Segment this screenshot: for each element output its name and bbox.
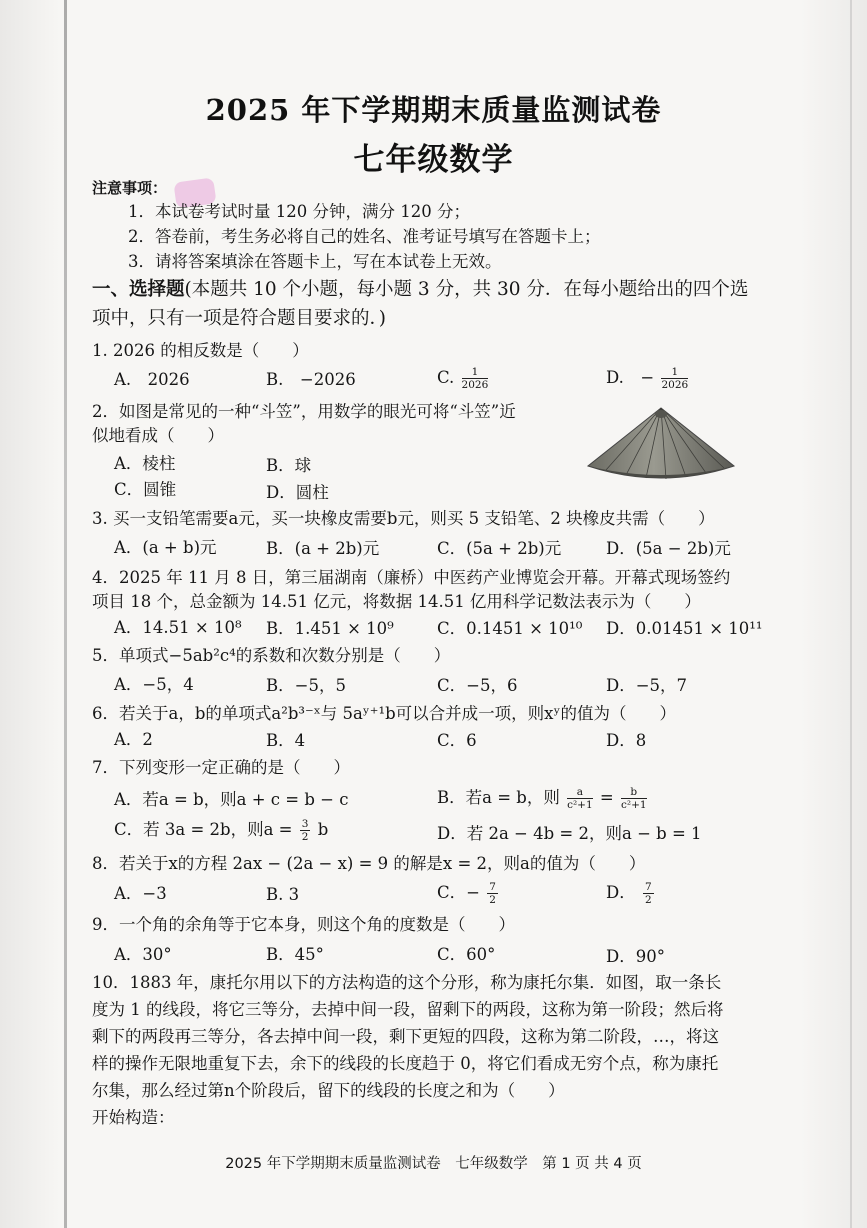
q10-line-6: 开始构造：	[92, 1108, 175, 1127]
q7-b-denominator-left: c²+1	[567, 799, 593, 811]
q4-stem-2: 项目 18 个，总金额为 14.51 亿元，将数据 14.51 亿用科学记数法表示为（ ）	[92, 592, 701, 611]
q2-option-d: D．圆柱	[266, 483, 329, 502]
q7-b-numerator-left: a	[567, 786, 593, 799]
q1-option-b: B. −2026	[266, 370, 356, 389]
q9-option-c: C．60°	[437, 945, 496, 964]
q6-stem: 6．若关于a，b的单项式a²b³⁻ˣ与 5aʸ⁺¹b可以合并成一项，则xʸ的值为（ ）	[92, 704, 676, 723]
q3-option-c: C．(5a + 2b)元	[437, 539, 562, 558]
q7-option-a: A．若a = b，则a + c = b − c	[114, 790, 349, 809]
notice-item-1: 1．本试卷考试时量 120 分钟，满分 120 分；	[128, 202, 470, 221]
q1-option-a: A. 2026	[114, 370, 190, 389]
q2-stem-1: 2．如图是常见的一种“斗笠”，用数学的眼光可将“斗笠”近	[92, 402, 516, 421]
q8-option-c	[437, 881, 500, 906]
q6-option-b: B．4	[266, 731, 306, 750]
q4-option-a: A．14.51 × 10⁸	[114, 618, 242, 637]
q7-option-b	[437, 786, 649, 811]
q8-d-numerator: 7	[644, 881, 652, 893]
q8-c-fraction	[487, 881, 498, 906]
q8-c-denominator: 2	[489, 894, 496, 906]
q1-d-numerator: 1	[661, 366, 688, 379]
q2-option-c: C．圆锥	[114, 480, 177, 499]
q2-option-a: A．棱柱	[114, 454, 176, 473]
q1-option-d-label: D. −	[606, 368, 655, 387]
q7-option-d: D．若 2a − 4b = 2，则a − b = 1	[437, 824, 702, 843]
q8-c-numerator: 7	[489, 881, 496, 893]
q5-option-b: B．−5，5	[266, 676, 346, 695]
q1-option-c-label: C.	[437, 368, 455, 387]
q1-option-d	[606, 366, 690, 391]
q8-d-label: D．	[606, 883, 636, 902]
q9-option-d: D．90°	[606, 947, 665, 966]
exam-subject: 七年级数学	[353, 142, 514, 178]
q3-option-d: D．(5a − 2b)元	[606, 539, 731, 558]
q7-c-fraction	[300, 818, 311, 843]
q5-option-d: D．−5，7	[606, 676, 688, 695]
notice-heading: 注意事项：	[92, 179, 168, 197]
page-footer: 2025 年下学期期末质量监测试卷 七年级数学 第 1 页 共 4 页	[225, 1156, 642, 1172]
q5-stem: 5．单项式−5ab²c⁴的系数和次数分别是（ ）	[92, 646, 451, 665]
q8-option-d	[606, 881, 656, 906]
q8-option-b: B. 3	[266, 885, 300, 904]
q4-option-d: D．0.01451 × 10¹¹	[606, 619, 763, 638]
q1-option-d-fraction	[661, 366, 688, 391]
q2-option-b: B．球	[266, 456, 312, 475]
q4-option-b: B．1.451 × 10⁹	[266, 619, 394, 638]
q8-option-a: A．−3	[114, 884, 167, 903]
q10-line-4: 样的操作无限地重复下去，余下的线段的长度趋于 0，将它们看成无穷个点，称为康托	[92, 1054, 719, 1073]
page-right-edge	[850, 0, 852, 1228]
q4-option-c: C．0.1451 × 10¹⁰	[437, 619, 583, 638]
q9-option-b: B．45°	[266, 945, 324, 964]
q10-line-1: 10．1883 年，康托尔用以下的方法构造的这个分形，称为康托尔集．如图，取一条长	[92, 973, 722, 992]
q10-line-5: 尔集，那么经过第n个阶段后，留下的线段的长度之和为（ ）	[92, 1081, 565, 1100]
q7-stem: 7．下列变形一定正确的是（ ）	[92, 758, 350, 777]
q9-stem: 9．一个角的余角等于它本身，则这个角的度数是（ ）	[92, 915, 515, 934]
q7-c-prefix: C．若 3a = 2b，则a =	[114, 820, 293, 839]
q6-option-c: C．6	[437, 731, 477, 750]
q7-c-denominator: 2	[301, 831, 309, 843]
exam-title: 2025 年下学期期末质量监测试卷	[205, 93, 662, 127]
section-1-title: 一、选择题	[92, 279, 185, 300]
q7-c-suffix: b	[317, 820, 329, 839]
q10-line-2: 度为 1 的线段，将它三等分，去掉中间一段，留剩下的两段，这称为第一阶段；然后将	[92, 1000, 724, 1019]
q8-stem: 8．若关于x的方程 2ax − (2a − x) = 9 的解是x = 2，则a的值为（ ）	[92, 854, 646, 873]
q3-option-b: B．(a + 2b)元	[266, 539, 380, 558]
q1-c-denominator: 2026	[461, 379, 489, 391]
section-1-desc-1: (本题共 10 个小题，每小题 3 分，共 30 分．在每小题给出的四个选	[184, 279, 749, 300]
section-1-desc-2: 项中，只有一项是符合题目要求的．)	[92, 308, 386, 329]
q1-c-numerator: 1	[462, 366, 489, 379]
q8-d-fraction	[643, 881, 654, 906]
bamboo-hat-figure	[586, 404, 736, 488]
q7-b-denominator-right: c²+1	[621, 799, 647, 811]
section-1-header	[92, 278, 748, 302]
q9-option-a: A．30°	[114, 945, 172, 964]
q7-b-numerator-right: b	[621, 786, 647, 799]
q4-stem-1: 4．2025 年 11 月 8 日，第三届湖南（廉桥）中医药产业博览会开幕。开幕式现场签约	[92, 568, 731, 587]
q7-b-fraction-left	[567, 786, 593, 811]
q8-d-denominator: 2	[644, 894, 652, 906]
q1-d-denominator: 2026	[661, 379, 689, 391]
q6-option-d: D．8	[606, 731, 647, 750]
q8-c-label: C．−	[437, 883, 480, 902]
q10-line-3: 剩下的两段再三等分，各去掉中间一段，剩下更短的四段，这称为第二阶段，…，将这	[92, 1027, 719, 1046]
q2-stem-2: 似地看成（ ）	[92, 426, 224, 445]
q6-option-a: A．2	[114, 730, 153, 749]
q7-b-fraction-right	[621, 786, 647, 811]
q5-option-a: A．−5，4	[114, 675, 194, 694]
q5-option-c: C．−5，6	[437, 676, 518, 695]
notice-item-3: 3．请将答案填涂在答题卡上，写在本试卷上无效。	[128, 252, 502, 271]
q3-option-a: A．(a + b)元	[114, 538, 217, 557]
notice-item-2: 2．答卷前，考生务必将自己的姓名、准考证号填写在答题卡上；	[128, 227, 601, 246]
q7-option-c	[114, 818, 328, 843]
q1-option-c	[437, 366, 490, 391]
q1-option-c-fraction	[462, 366, 489, 391]
q7-b-equals: =	[599, 788, 614, 807]
q3-stem: 3. 买一支铅笔需要a元，买一块橡皮需要b元，则买 5 支铅笔、2 块橡皮共需（ ）	[92, 509, 715, 528]
q7-b-prefix: B．若a = b，则	[437, 788, 560, 807]
page-left-edge	[64, 0, 67, 1228]
q7-c-numerator: 3	[301, 818, 309, 830]
q1-stem: 1. 2026 的相反数是（ ）	[92, 341, 309, 360]
